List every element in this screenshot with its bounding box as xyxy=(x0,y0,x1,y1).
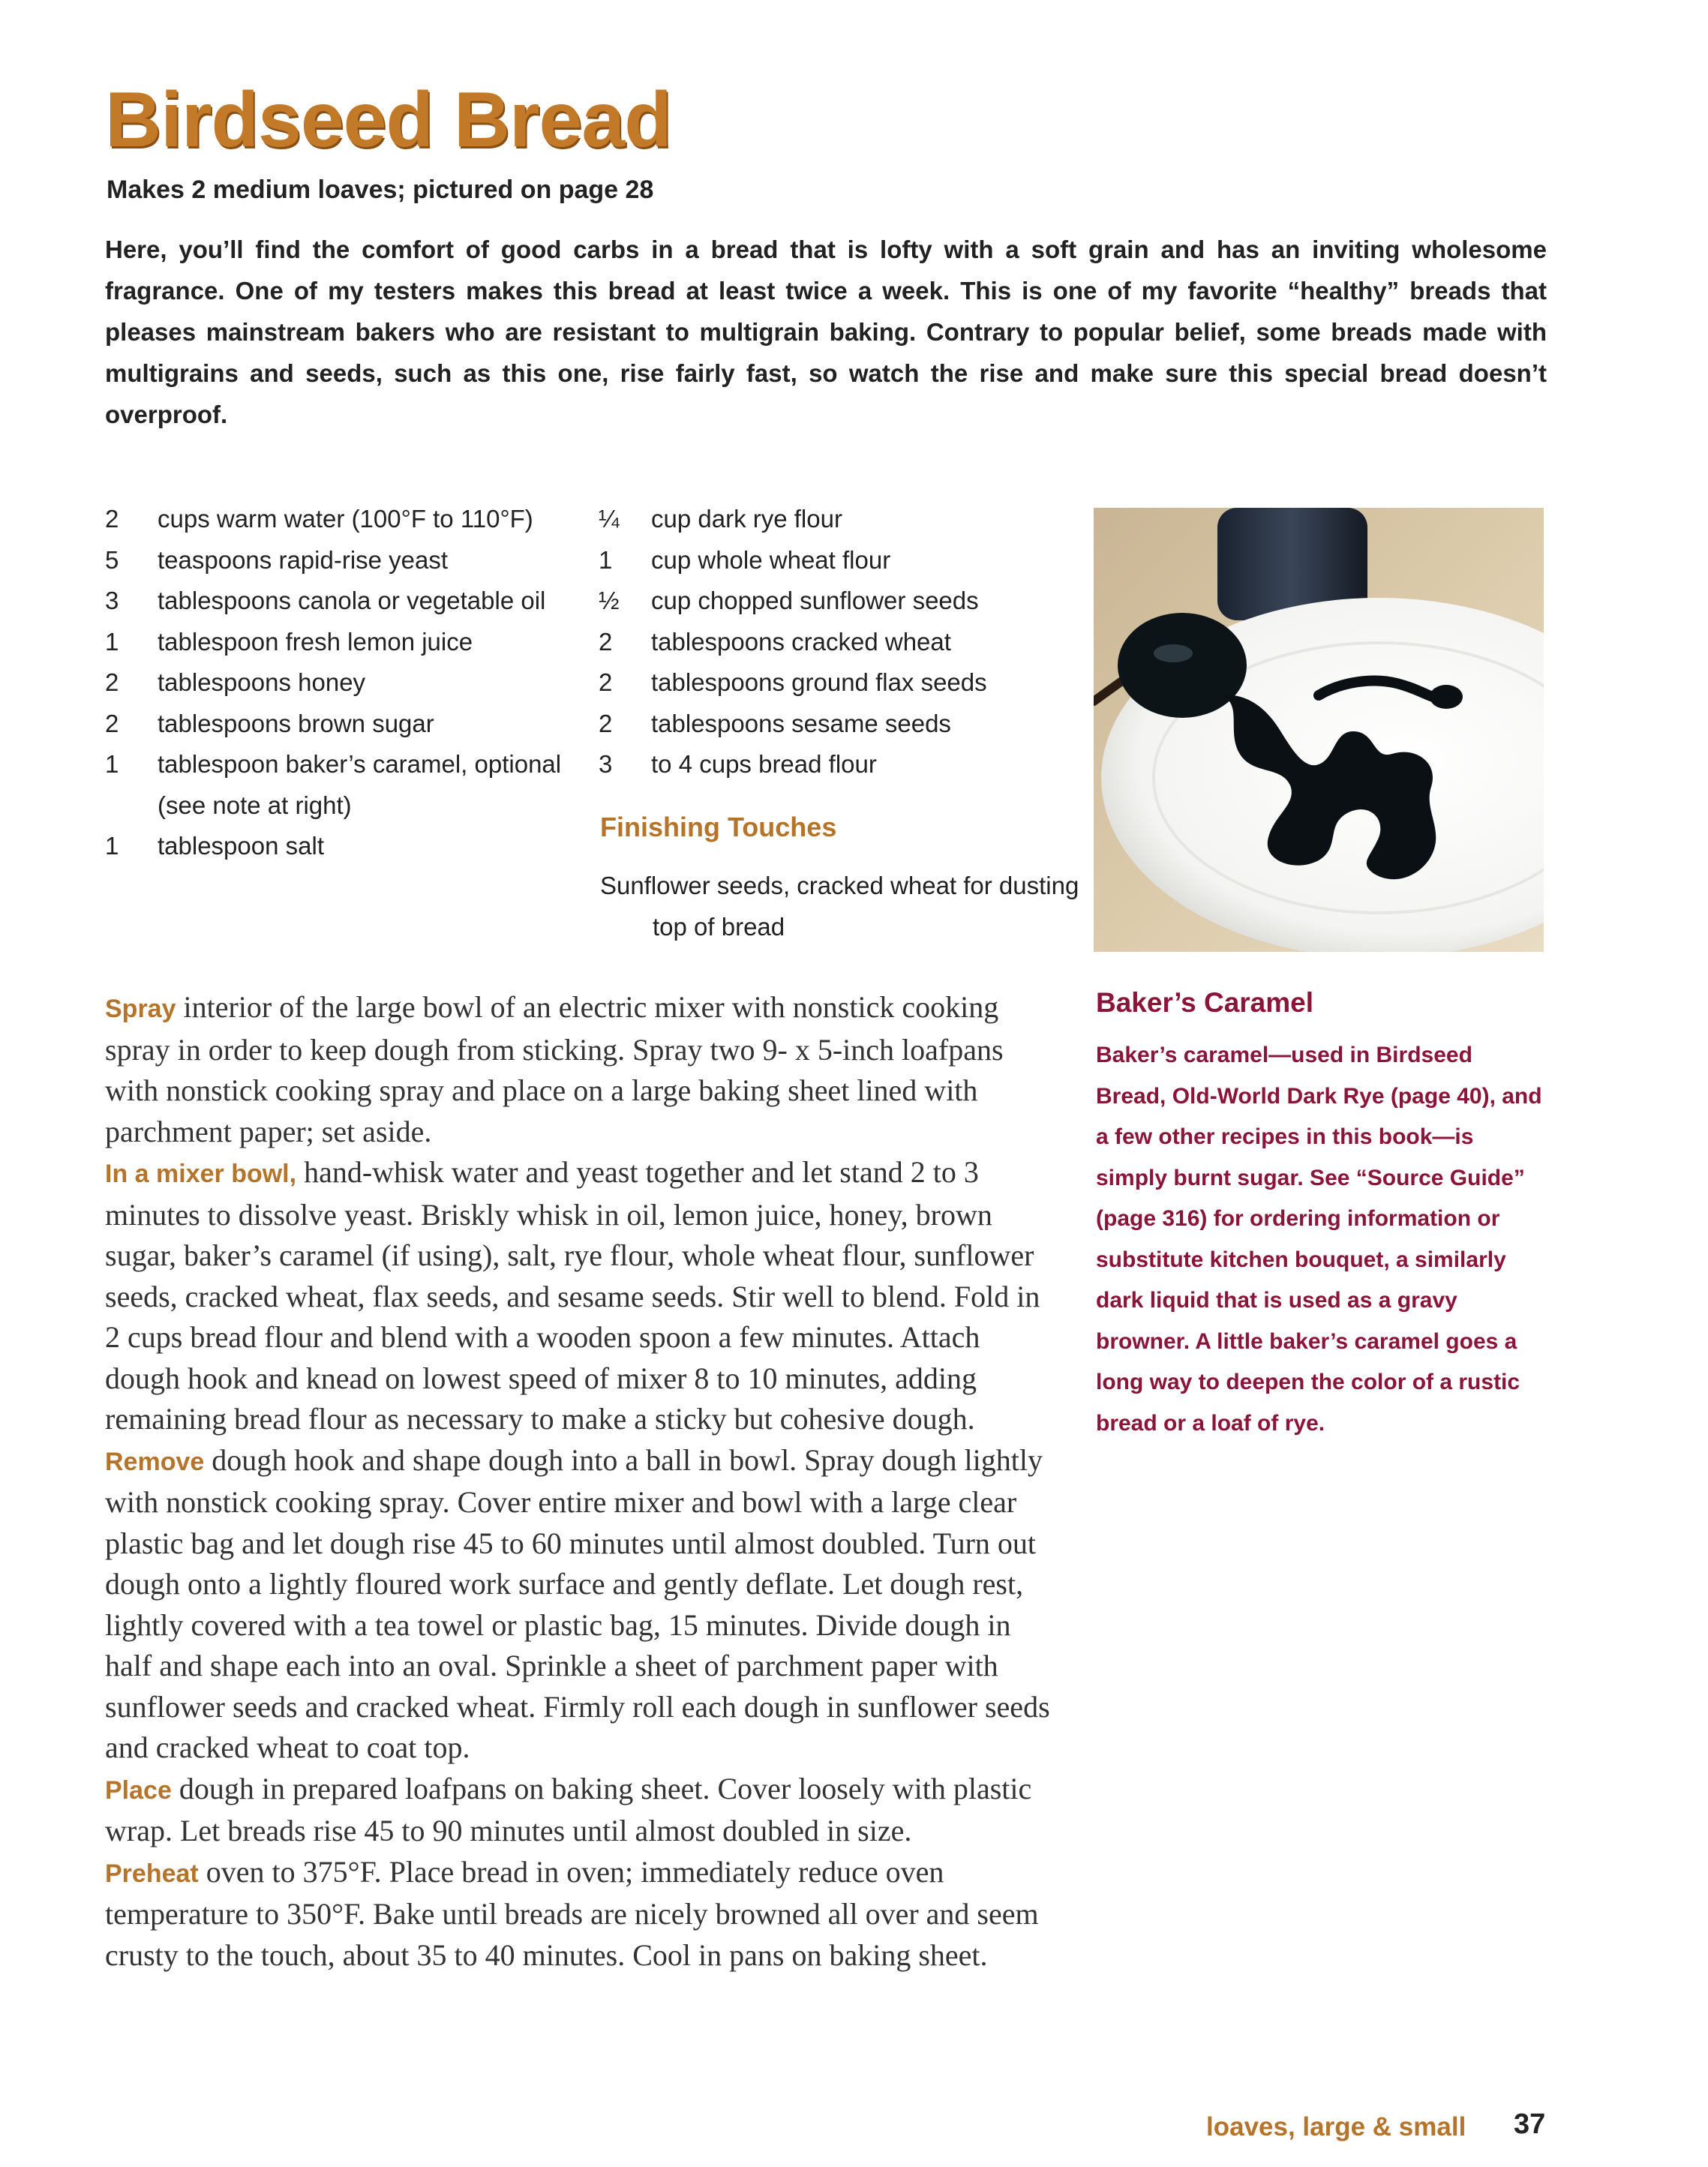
ingredient-list-middle xyxy=(599,499,1049,785)
step-text: dough hook and shape dough into a ball in bowl. Spray dough lightly with nonstick cooking spray. Cover entire mixer and bowl with a large clear plastic bag and let dough rise 45 to 60 minutes until almost doubled. Turn out dough onto a lightly floured work surface and gently deflate. Let dough rest, lightly covered with a tea towel or plastic bag, 15 minutes. Divide dough in half and shape each into an oval. Sprinkle a sheet of parchment paper with sunflower seeds and cracked wheat. Firmly roll each dough in sunflower seeds and cracked wheat to coat top. xyxy=(105,1442,1050,1764)
ingredient-item xyxy=(105,622,578,663)
ingredient-item xyxy=(105,581,578,622)
ingredient-text: to 4 cups bread flour xyxy=(651,750,877,778)
method-step xyxy=(105,1152,1052,1440)
ingredient-quantity: 2 xyxy=(105,505,119,533)
page-number: 37 xyxy=(1514,2108,1546,2140)
step-lead: Place xyxy=(105,1775,172,1805)
step-lead: Remove xyxy=(105,1447,205,1476)
ingredient-text: cup whole wheat flour xyxy=(651,545,891,574)
sidebar-heading: Baker’s Caramel xyxy=(1096,987,1314,1018)
ingredient-item xyxy=(599,540,1049,581)
recipe-intro: Here, you’ll find the comfort of good carbs in a bread that is lofty with a soft grain and has an inviting wholesome fragrance. One of my testers makes this bread at least twice a week. This is one of my favorite “healthy” breads that pleases mainstream bakers who are resistant to multigrain baking. Contrary to popular belief, some breads made with multigrains and seeds, such as this one, rise fairly fast, so watch the rise and make sure this special bread doesn’t overproof. xyxy=(105,236,1547,428)
method-step xyxy=(105,987,1052,1152)
recipe-title: Birdseed Bread xyxy=(105,77,671,164)
method-step xyxy=(105,1769,1052,1852)
ingredient-text: tablespoons sesame seeds xyxy=(651,709,951,737)
ingredient-text: tablespoons honey xyxy=(158,668,366,696)
ingredient-item xyxy=(105,662,578,704)
recipe-yield: Makes 2 medium loaves; pictured on page 28 xyxy=(107,176,654,204)
ingredient-item xyxy=(105,499,578,540)
sidebar-text: Baker’s caramel—used in Birdseed Bread, Old-World Dark Rye (page 40), and a few other recipes in this book—is simply burnt sugar. See “Source Guide” (page 316) for ordering information or substitute kitchen bouquet, a similarly dark liquid that is used as a gravy browner. A little baker’s caramel goes a long way to deepen the color of a rustic bread or a loaf of rye. xyxy=(1096,1043,1542,1436)
ingredient-item xyxy=(599,744,1049,785)
ingredient-text: tablespoons brown sugar xyxy=(158,709,434,737)
ingredient-quantity: 2 xyxy=(599,668,613,696)
ingredient-quantity: 1 xyxy=(599,545,613,574)
ingredient-item xyxy=(599,581,1049,622)
ingredient-text: tablespoons canola or vegetable oil xyxy=(158,587,546,614)
ingredient-list-left xyxy=(105,499,578,867)
footer-section-title: loaves, large & small xyxy=(1206,2112,1466,2141)
ingredient-text: tablespoon salt xyxy=(158,832,324,860)
ingredient-item xyxy=(105,540,578,581)
ingredient-item xyxy=(599,704,1049,745)
ingredient-text: tablespoons cracked wheat xyxy=(651,627,951,656)
ingredient-quantity: 5 xyxy=(105,545,119,574)
method-steps xyxy=(105,987,1052,1976)
ingredient-text: tablespoon fresh lemon juice xyxy=(158,627,473,656)
ingredient-quantity: 1 xyxy=(105,832,119,860)
method-step xyxy=(105,1852,1052,1976)
step-text: interior of the large bowl of an electric mixer with nonstick cooking spray in order to keep dough from sticking. Spray two 9- x 5-inch loafpans with nonstick cooking spray and place on a large baking sheet lined with parchment paper; set aside. xyxy=(105,990,1004,1148)
ingredient-text: tablespoon baker’s caramel, optional (see note at right) xyxy=(158,750,562,819)
ingredient-quantity: ½ xyxy=(599,587,620,614)
ingredient-quantity: 2 xyxy=(105,709,119,737)
finishing-touches-text: Sunflower seeds, cracked wheat for dusting top of bread xyxy=(600,872,1079,941)
step-lead: Spray xyxy=(105,995,176,1023)
ingredient-text: teaspoons rapid-rise yeast xyxy=(158,545,449,574)
step-text: oven to 375°F. Place bread in oven; immediately reduce oven temperature to 350°F. Bake until breads are nicely browned all over and seem crusty to the touch, about 35 to 40 minutes. Cool in pans on baking sheet. xyxy=(105,1854,1039,1972)
ingredient-quantity: ¼ xyxy=(599,505,620,533)
finishing-touches-heading: Finishing Touches xyxy=(600,812,837,842)
ingredient-text: tablespoons ground flax seeds xyxy=(651,668,987,696)
step-text: dough in prepared loafpans on baking sheet. Cover loosely with plastic wrap. Let breads rise 45 to 90 minutes until almost doubled in size. xyxy=(105,1771,1032,1847)
ingredient-quantity: 3 xyxy=(599,750,613,778)
ingredient-quantity: 3 xyxy=(105,587,119,614)
ingredient-text: cup chopped sunflower seeds xyxy=(651,587,979,614)
caramel-photo xyxy=(1094,508,1544,952)
ingredient-quantity: 2 xyxy=(105,668,119,696)
ingredient-item xyxy=(599,662,1049,704)
ingredient-item xyxy=(599,622,1049,663)
method-step xyxy=(105,1440,1052,1769)
ingredient-item xyxy=(599,499,1049,540)
ingredient-text: cup dark rye flour xyxy=(651,505,842,533)
step-lead: In a mixer bowl, xyxy=(105,1160,297,1188)
step-text: hand-whisk water and yeast together and let stand 2 to 3 minutes to dissolve yeast. Briskly whisk in oil, lemon juice, honey, brown sugar, baker’s caramel (if using), salt, rye flour, whole wheat flour, sunflower seeds, cracked wheat, flax seeds, and sesame seeds. Stir well to blend. Fold in 2 cups bread flour and blend with a wooden spoon a few minutes. Attach dough hook and knead on lowest speed of mixer 8 to 10 minutes, adding remaining bread flour as necessary to make a sticky but cohesive dough. xyxy=(105,1155,1040,1436)
ingredient-quantity: 1 xyxy=(105,627,119,656)
step-lead: Preheat xyxy=(105,1859,199,1888)
ingredient-quantity: 2 xyxy=(599,627,613,656)
ingredient-item xyxy=(105,704,578,745)
ingredient-text: cups warm water (100°F to 110°F) xyxy=(158,505,533,533)
ingredient-item xyxy=(105,744,578,826)
ingredient-quantity: 2 xyxy=(599,709,613,737)
ingredient-item xyxy=(105,826,578,867)
ingredient-quantity: 1 xyxy=(105,750,119,778)
